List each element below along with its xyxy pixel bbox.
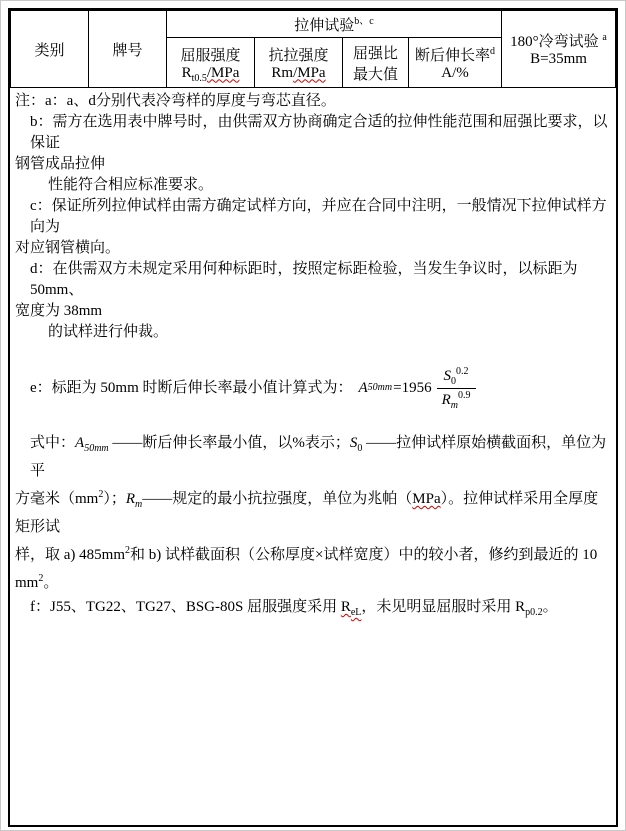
header-yield-strength	[167, 38, 255, 88]
note-line: 注：a：a、d分别代表冷弯样的厚度与弯芯直径。	[15, 93, 336, 109]
table-header	[11, 11, 616, 88]
header-bend-test	[502, 11, 616, 88]
yield-strength-label: 屈服强度	[180, 47, 241, 64]
header-grade: 牌号	[89, 11, 167, 88]
header-category: 类别	[11, 11, 89, 88]
table-and-notes-box	[8, 8, 618, 827]
yield-unit: /MPa	[206, 64, 240, 81]
note-line: d：在供需双方未规定采用何种标距时，按照定标距检验，当发生争议时，以标距为 50mm、	[30, 261, 578, 298]
bend-test-label: 180°冷弯试验	[510, 34, 599, 50]
notes-section	[10, 88, 616, 825]
note-line: 性能符合相应标准要求。	[48, 177, 214, 193]
tensile-group-label: 拉伸试验	[294, 17, 355, 34]
yield-symbol-sub: t0.5	[191, 72, 207, 84]
note-line: 对应钢管横向。	[15, 240, 121, 256]
bend-test-param: B=35mm	[530, 51, 587, 67]
header-tensile-group	[167, 11, 502, 38]
note-e-text: e：标距为 50mm 时断后伸长率最小值计算式为：	[30, 379, 353, 396]
tensile-group-note-ref: b、c	[354, 15, 374, 27]
bend-note-ref: a	[602, 32, 607, 43]
note-line: 式中：$A_{50mm}$ ——断后伸长率最小值，以%表示；$S_0$ ——拉伸试样原始横截面积，单位为平	[30, 435, 607, 479]
note-e-formula-line	[15, 359, 610, 417]
note-line: 钢管成品拉伸	[15, 156, 106, 172]
note-line: f：J55、TG22、TG27、BSG-80S 屈服强度采用 $R_{eL}$，未见明显屈服时采用 $R_{p0.2}$。	[30, 599, 558, 618]
tensile-unit: /MPa	[293, 64, 326, 81]
note-line	[15, 343, 610, 351]
note-line: 样，取 a) $485mm^2$和 b) 试样截面积（公称厚度×试样宽度）中的较小者，修约到最近的 10 $mm^2$。	[15, 545, 598, 591]
formula-fraction	[437, 366, 476, 411]
note-line: 的试样进行仲裁。	[48, 324, 169, 340]
elongation-label: 断后伸长率	[415, 47, 491, 64]
fraction-numerator: $S_0^{0.2}$	[437, 366, 476, 389]
notes-part-a	[15, 91, 610, 351]
elongation-symbol: A/%	[441, 64, 469, 81]
yield-ratio-label-2: 最大值	[352, 66, 398, 83]
header-elongation	[409, 38, 502, 88]
fraction-denominator: $R_m^{0.9}$	[441, 389, 471, 411]
notes-part-b	[15, 421, 610, 618]
note-line: 方毫米$(mm^2)$；$R_m——$规定的最小抗拉强度，单位为兆帕（MPa）。拉伸试样采用全厚度矩形试	[15, 489, 599, 535]
formula-A: A	[358, 379, 368, 396]
elongation-note-ref: d	[490, 45, 496, 57]
note-line: c：保证所列拉伸试样由需方确定试样方向，并应在合同中注明，一般情况下拉伸试样方向为	[30, 198, 607, 235]
yield-ratio-label-1: 屈强比	[352, 45, 398, 62]
note-line: b：需方在选用表中牌号时，由供需双方协商确定合适的拉伸性能范围和屈强比要求，以保证	[30, 114, 608, 151]
elongation-formula: A 50mm =1956 $\frac{S_0^{0.2}}{R_m^{0.9}}$	[359, 366, 476, 411]
header-yield-ratio	[343, 38, 409, 88]
spec-table	[10, 10, 616, 88]
yield-symbol: R	[181, 64, 192, 81]
note-line: 宽度为 38mm	[15, 303, 103, 319]
note-line	[15, 421, 610, 429]
header-tensile-strength	[255, 38, 343, 88]
tensile-symbol: Rm	[271, 64, 294, 81]
formula-equals: =1956	[393, 379, 432, 396]
tensile-strength-label: 抗拉强度	[268, 47, 329, 64]
